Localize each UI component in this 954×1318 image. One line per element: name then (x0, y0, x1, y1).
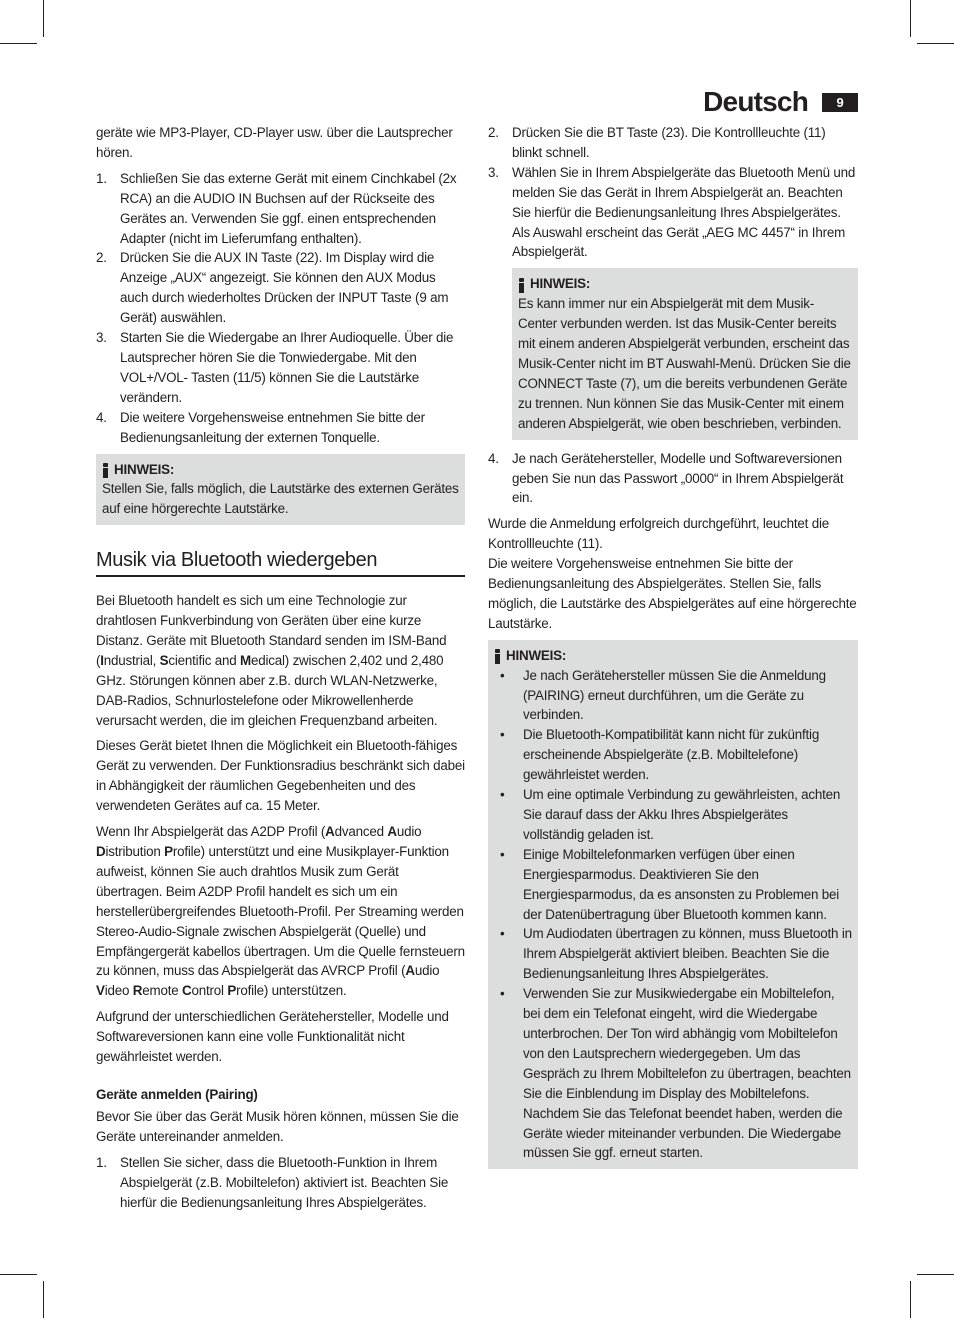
list-item (494, 984, 852, 1163)
list-item (488, 123, 858, 163)
list-item (494, 924, 852, 984)
list-text: Die Bluetooth-Kompatibilität kann nicht für zukünftig erscheinende Abspielgeräte (z.B. Mobiltelefone) gewährleistet werden. (523, 727, 820, 783)
bullet-icon: • (500, 986, 505, 1002)
crop-mark (917, 43, 954, 44)
left-column (96, 123, 465, 1212)
note-bullet-list (494, 666, 852, 1164)
list-text: Wählen Sie in Ihrem Abspielgeräte das Bluetooth Menü und melden Sie das Gerät in Ihrem Abspielgerät an. Beachten Sie hierfür die Bedienungsanleitung Ihres Abspielgerätes. Als Auswahl erscheint das Gerät „AEG MC 4457“ in Ihrem Abspielgerät. (512, 164, 856, 260)
list-text: Stellen Sie sicher, dass die Bluetooth-Funktion in Ihrem Abspielgerät (z.B. Mobiltelefon) aktiviert ist. Beachten Sie hierfür die Bedienungsanleitung Ihres Abspielgerätes. (120, 1154, 449, 1210)
volume-paragraph: Die weitere Vorgehensweise entnehmen Sie bitte der Bedienungsanleitung des Abspielgerätes. Stellen Sie, falls möglich, die Lautstärke des Abspielgerätes auf eine hörgerechte Lautstärke. (488, 556, 857, 631)
info-icon (494, 649, 501, 664)
list-text: Um Audiodaten übertragen zu können, muss Bluetooth in Ihrem Abspielgerät aktiviert bleiben. Beachten Sie die Bedienungsanleitung Ihres Abspielgerätes. (523, 926, 852, 982)
bullet-icon: • (500, 667, 505, 683)
a2dp-paragraph: Wenn Ihr Abspielgerät das A2DP Profil (Advanced Audio Distribution Profile) unterstützt und eine Musikplayer-Funktion aufweist, können Sie auch drahtlos Musik zum Gerät übertragen. Beim A2DP Profil handelt es sich um ein herstellerübergreifendes Bluetooth-Profil. Per Streaming werden Stereo-Audio-Signale zwischen Abspielgerät (Quelle) und Empfängergerät kabellos übertragen. Um die Quelle fernsteuern zu können, muss das Abspielgerät das AVRCP Profil (Audio Video Remote Control Profile) unterstützen. (96, 824, 465, 999)
page-header (703, 86, 858, 118)
info-icon (518, 278, 525, 293)
bullet-icon: • (500, 727, 505, 743)
bullet-icon: • (500, 926, 505, 942)
note-header (102, 460, 459, 480)
list-number: 1. (96, 170, 107, 186)
list-number: 1. (96, 1154, 107, 1170)
list-item (96, 169, 465, 249)
pairing-steps-list-end (488, 449, 858, 509)
list-item (96, 1153, 465, 1213)
list-text: Drücken Sie die BT Taste (23). Die Kontrollleuchte (11) blinkt schnell. (512, 125, 826, 160)
list-item (96, 248, 465, 328)
list-text: Schließen Sie das externe Gerät mit einem Cinchkabel (2x RCA) an die AUDIO IN Buchsen auf der Rückseite des Gerätes an. Verwenden Sie ggf. einen entsprechenden Adapter (nicht im Lieferumfang enthalten). (120, 170, 457, 246)
compatibility-paragraph: Aufgrund der unterschiedlichen Gerätehersteller, Modelle und Softwareversionen kann eine volle Funktionalität nicht gewährleistet werden. (96, 1009, 449, 1065)
list-number: 4. (488, 450, 499, 466)
list-number: 2. (96, 250, 107, 266)
list-text: Starten Sie die Wiedergabe an Ihrer Audioquelle. Über die Lautsprecher hören Sie die Tonwiedergabe. Mit den VOL+/VOL- Tasten (11/5) können Sie die Lautstärke verändern. (120, 330, 454, 405)
crop-mark (910, 1281, 911, 1318)
list-text: Die weitere Vorgehensweise entnehmen Sie bitte der Bedienungsanleitung der externen Tonquelle. (120, 409, 425, 445)
list-item (488, 449, 858, 509)
list-number: 3. (96, 330, 107, 346)
list-item (494, 725, 852, 785)
list-number: 2. (488, 125, 499, 140)
range-paragraph: Dieses Gerät bietet Ihnen die Möglichkeit ein Bluetooth-fähiges Gerät zu verwenden. Der Funktionsradius beschränkt sich dabei in Abhängigkeit der räumlichen Gegebenheiten und des verwendeten Gerätes auf ca. 15 Meter. (96, 738, 465, 814)
crop-mark (43, 1281, 44, 1318)
list-number: 3. (488, 164, 499, 180)
list-number: 4. (96, 409, 107, 425)
list-item (494, 666, 852, 726)
note-box (96, 454, 465, 526)
note-header (518, 274, 852, 294)
list-item (494, 785, 852, 845)
bullet-icon: • (500, 787, 505, 803)
list-text: Einige Mobiltelefonmarken verfügen über einen Energiesparmodus. Deaktivieren Sie den Energiesparmodus, da es ansonsten zu Problemen bei der Datenübertragung über Bluetooth kommen kann. (523, 846, 840, 922)
language-title: Deutsch (703, 86, 808, 117)
note-text: Stellen Sie, falls möglich, die Lautstärke des externen Gerätes auf eine hörgerechte Lautstärke. (102, 481, 459, 517)
note-box (512, 268, 858, 439)
note-label: HINWEIS: (114, 461, 175, 477)
page-number: 9 (822, 93, 858, 112)
intro-paragraph: geräte wie MP3-Player, CD-Player usw. über die Lautsprecher hören. (96, 125, 453, 160)
list-item (96, 328, 465, 408)
info-icon (102, 463, 109, 478)
note-label: HINWEIS: (506, 647, 567, 663)
subheading-pairing: Geräte anmelden (Pairing) (96, 1086, 258, 1102)
note-label: HINWEIS: (530, 276, 591, 292)
success-paragraph: Wurde die Anmeldung erfolgreich durchgeführt, leuchtet die Kontrollleuchte (11). (488, 516, 829, 552)
note-header (494, 646, 852, 666)
list-text: Um eine optimale Verbindung zu gewährleisten, achten Sie darauf dass der Akku Ihres Abspielgerätes vollständig geladen ist. (523, 787, 841, 842)
list-item (494, 845, 852, 925)
list-text: Verwenden Sie zur Musikwiedergabe ein Mobiltelefon, bei dem ein Telefonat eingeht, wird die Wiedergabe unterbrochen. Der Ton wird abhängig vom Mobiltelefon von den Lautsprechern wiedergegeben. Um das Gespräch zu Ihrem Mobiltelefon zu übertragen, beachten Sie die Einblendung im Display des Mobiltelefons. Nachdem Sie das Telefonat beendet haben, werden die Geräte wieder miteinander verbunden. Die Wiedergabe müssen Sie ggf. erneut starten. (523, 986, 851, 1161)
list-text: Drücken Sie die AUX IN Taste (22). Im Display wird die Anzeige „AUX“ angezeigt. Sie können den AUX Modus auch durch wiederholtes Drücken der INPUT Taste (9 am Gerät) auswählen. (120, 250, 449, 326)
bullet-icon: • (500, 846, 505, 862)
pairing-steps-list-cont (488, 123, 858, 262)
list-item (96, 408, 465, 448)
list-item (488, 163, 858, 263)
crop-mark (0, 1274, 37, 1275)
crop-mark (917, 1274, 954, 1275)
aux-steps-list (96, 169, 465, 448)
pairing-intro-paragraph: Bevor Sie über das Gerät Musik hören können, müssen Sie die Geräte untereinander anmelden. (96, 1108, 459, 1144)
note-box-bullets (488, 640, 858, 1170)
list-text: Je nach Gerätehersteller müssen Sie die Anmeldung (PAIRING) erneut durchführen, um die Geräte zu verbinden. (523, 667, 826, 723)
right-column (488, 123, 858, 1178)
bluetooth-intro-paragraph: Bei Bluetooth handelt es sich um eine Technologie zur drahtlosen Funkverbindung von Geräten über eine kurze Distanz. Geräte mit Bluetooth Standard senden im ISM-Band (Industrial, Scientific and Medical) zwischen 2,402 und 2,480 GHz. Störungen können aber z.B. durch WLAN-Netzwerke, DAB-Radios, Schnurlostelefone oder Mikrowellenherde verursacht werden, die im gleichen Frequenzband arbeiten. (96, 593, 447, 728)
list-text: Je nach Gerätehersteller, Modelle und Softwareversionen geben Sie nun das Passwort „0000“ in Ihrem Abspielgerät ein. (512, 450, 844, 506)
crop-mark (43, 0, 44, 37)
pairing-steps-list (96, 1153, 465, 1213)
note-text: Es kann immer nur ein Abspielgerät mit dem Musik-Center verbunden werden. Ist das Musik-Center bereits mit einem anderen Abspielgerät verbunden, erscheint das Musik-Center nicht im BT Auswahl-Menü. Drücken Sie die CONNECT Taste (7), um die bereits verbundenen Geräte zu trennen. Nun können Sie das Musik-Center mit einem anderen Abspielgerät, wie oben beschrieben, verbinden. (518, 296, 851, 431)
section-title: Musik via Bluetooth wiedergeben (96, 551, 465, 577)
crop-mark (910, 0, 911, 37)
crop-mark (0, 43, 37, 44)
